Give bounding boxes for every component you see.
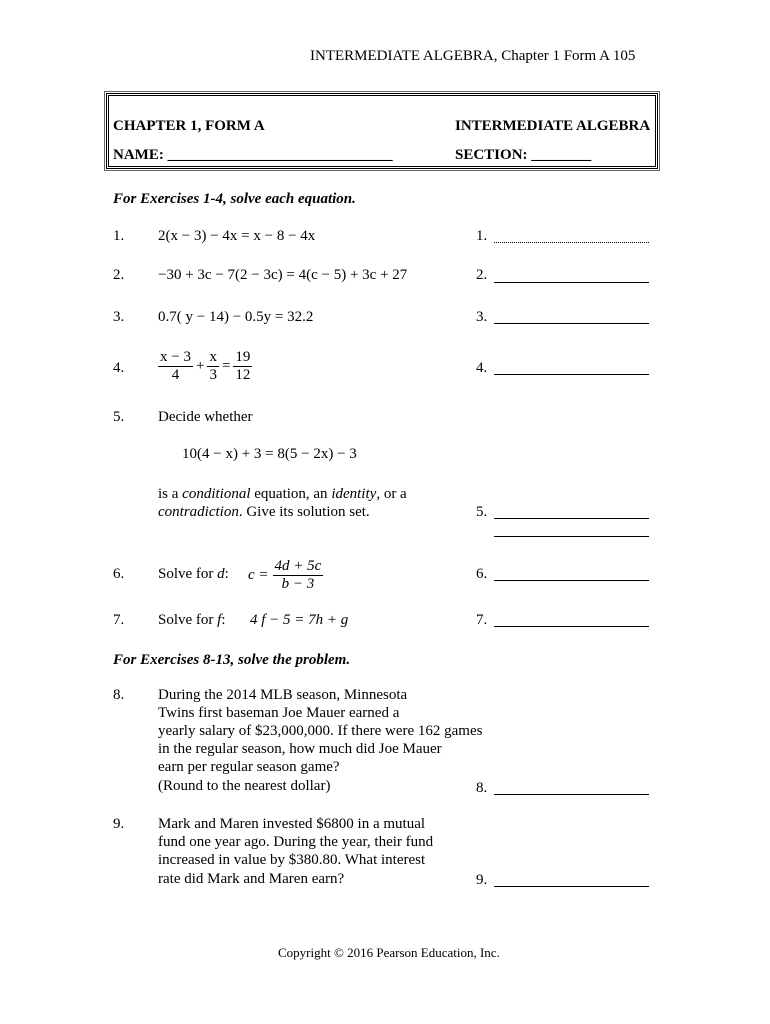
problem-text-line: Twins first baseman Joe Mauer earned a [158, 705, 400, 721]
fraction-numerator: 19 [235, 349, 251, 365]
problem-text-line: yearly salary of $23,000,000. If there were 162 games [158, 723, 483, 739]
problem-equation: 10(4 − x) + 3 = 8(5 − 2x) − 3 [182, 446, 357, 462]
problem-equation [158, 349, 252, 384]
problem-text-line: fund one year ago. During the year, their fund [158, 834, 434, 850]
section-field[interactable]: SECTION: ________ [455, 147, 592, 163]
problem-text-line: rate did Mark and Maren earn? [158, 871, 345, 887]
answer-blank[interactable] [494, 282, 649, 283]
fraction-denominator: 4 [171, 367, 180, 383]
problem-equation [248, 558, 323, 593]
answer-number: 5. [476, 504, 488, 520]
fraction-numerator: x [209, 349, 217, 365]
fraction [158, 349, 193, 384]
equation-lhs: c = [248, 567, 269, 583]
running-header: INTERMEDIATE ALGEBRA, Chapter 1 Form A 105 [310, 48, 636, 64]
section-heading: For Exercises 8-13, solve the problem. [113, 652, 351, 668]
fraction-denominator: 12 [235, 367, 251, 383]
problem-label: Solve for d: [158, 566, 229, 582]
answer-blank-second[interactable] [494, 536, 649, 537]
answer-blank[interactable] [494, 242, 649, 243]
problem-equation: 2(x − 3) − 4x = x − 8 − 4x [158, 228, 316, 244]
answer-number: 9. [476, 872, 488, 888]
problem-text-line: Mark and Maren invested $6800 in a mutual [158, 816, 426, 832]
problem-text-line: (Round to the nearest dollar) [158, 778, 331, 794]
problem-equation: −30 + 3c − 7(2 − 3c) = 4(c − 5) + 3c + 27 [158, 267, 408, 283]
course-label: INTERMEDIATE ALGEBRA [455, 118, 651, 134]
answer-number: 3. [476, 309, 488, 325]
problem-number: 2. [113, 267, 125, 283]
answer-blank[interactable] [494, 626, 649, 627]
fraction-denominator: 3 [209, 367, 217, 383]
operator: + [195, 358, 205, 374]
answer-number: 6. [476, 566, 488, 582]
chapter-label: CHAPTER 1, FORM A [113, 118, 265, 134]
problem-text-line: During the 2014 MLB season, Minnesota [158, 687, 408, 703]
answer-number: 1. [476, 228, 488, 244]
answer-blank[interactable] [494, 886, 649, 887]
problem-equation: 0.7( y − 14) − 0.5y = 32.2 [158, 309, 314, 325]
problem-text-line: increased in value by $380.80. What interest [158, 852, 426, 868]
answer-blank[interactable] [494, 518, 649, 519]
problem-number: 1. [113, 228, 125, 244]
problem-number: 5. [113, 409, 125, 425]
problem-number: 3. [113, 309, 125, 325]
copyright-footer: Copyright © 2016 Pearson Education, Inc. [278, 945, 500, 960]
problem-number: 8. [113, 687, 125, 703]
problem-text-line: in the regular season, how much did Joe Mauer [158, 741, 442, 757]
problem-text-line: earn per regular season game? [158, 759, 340, 775]
problem-number: 6. [113, 566, 125, 582]
fraction-numerator: x − 3 [160, 349, 191, 365]
problem-label: Solve for f: [158, 612, 226, 628]
problem-text: contradiction. Give its solution set. [158, 504, 370, 520]
answer-blank[interactable] [494, 323, 649, 324]
answer-blank[interactable] [494, 374, 649, 375]
problem-number: 4. [113, 360, 125, 376]
section-heading: For Exercises 1-4, solve each equation. [113, 191, 356, 207]
problem-text: is a conditional equation, an identity, or a [158, 486, 407, 502]
answer-blank[interactable] [494, 580, 649, 581]
problem-equation: 4 f − 5 = 7h + g [250, 612, 349, 628]
answer-number: 4. [476, 360, 488, 376]
answer-blank[interactable] [494, 794, 649, 795]
fraction [233, 349, 252, 384]
fraction-denominator: b − 3 [281, 576, 315, 592]
equals-sign: = [221, 358, 231, 374]
name-field[interactable]: NAME: ______________________________ [113, 147, 393, 163]
problem-number: 7. [113, 612, 125, 628]
answer-number: 8. [476, 780, 488, 796]
fraction-numerator: 4d + 5c [274, 558, 322, 574]
problem-number: 9. [113, 816, 125, 832]
answer-number: 7. [476, 612, 488, 628]
answer-number: 2. [476, 267, 488, 283]
fraction [273, 558, 324, 593]
fraction [207, 349, 219, 384]
problem-intro: Decide whether [158, 409, 253, 425]
